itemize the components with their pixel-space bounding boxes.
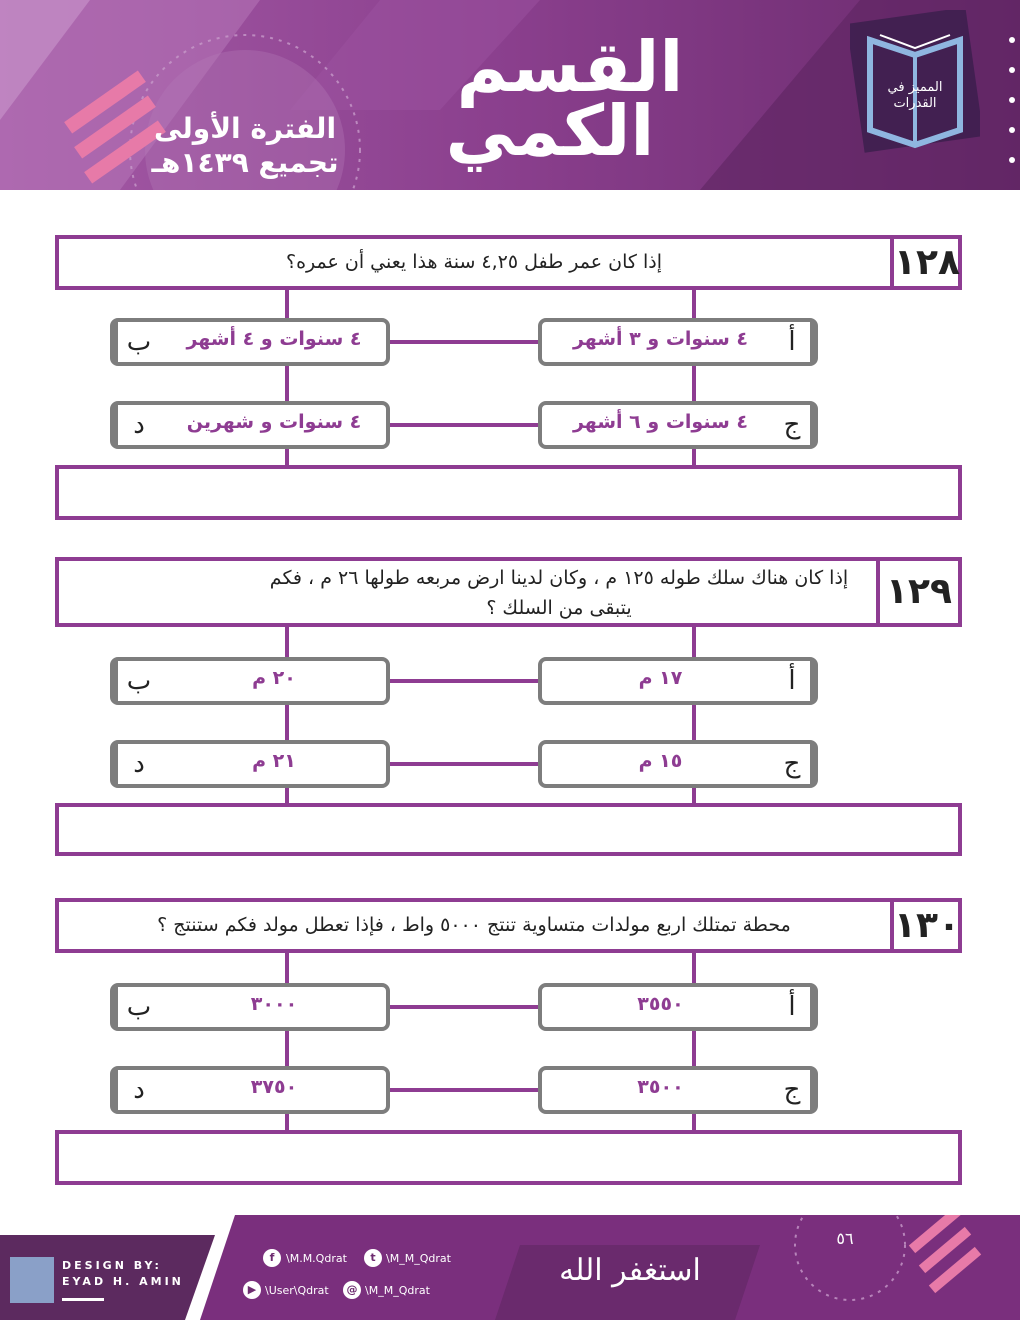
option-letter: د	[114, 405, 160, 445]
option-c[interactable]	[538, 401, 818, 449]
page-header	[0, 0, 1020, 190]
option-letter: ج	[774, 405, 814, 445]
question-number: ١٢٩	[876, 561, 958, 623]
connector	[388, 762, 540, 766]
question-text: إذا كان هناك سلك طوله ١٢٥ م ، وكان لدينا ارض مربعه طولها ٢٦ م ، فكم يتبقى من السلك ؟	[269, 567, 849, 619]
page-number: ٥٦	[836, 1229, 854, 1248]
option-letter: ج	[774, 744, 814, 784]
option-text: ٤ سنوات و ٤ أشهر	[186, 328, 362, 350]
option-text: ١٧ م	[638, 667, 683, 689]
option-text: ٤ سنوات و ٣ أشهر	[572, 328, 749, 350]
option-letter: أ	[774, 987, 814, 1027]
instagram-icon[interactable]: @	[343, 1281, 361, 1299]
youtube-handle[interactable]: \User\Qdrat	[265, 1284, 329, 1297]
option-letter: أ	[774, 322, 814, 362]
header-title-line1: القسم	[456, 26, 684, 108]
question-box	[55, 557, 962, 627]
option-d[interactable]	[110, 740, 390, 788]
question-number: ١٢٨	[890, 239, 958, 286]
logo	[850, 10, 980, 155]
edge-dots	[1008, 30, 1016, 180]
header-subtitle-line1: الفترة الأولى	[153, 112, 337, 145]
option-text: ٣٧٥٠	[250, 1076, 298, 1098]
page-footer	[0, 1215, 1020, 1320]
designer-name: EYAD H. AMIN	[62, 1275, 184, 1288]
instagram-handle[interactable]: \M_M_Qdrat	[365, 1284, 430, 1297]
option-b[interactable]	[110, 318, 390, 366]
divider	[62, 1298, 104, 1301]
option-text: ٢١ م	[252, 750, 296, 772]
header-subtitle-line2: تجميع ١٤٣٩هـ	[151, 146, 339, 179]
option-text: ٤ سنوات و شهرين	[186, 411, 362, 433]
option-text: ٢٠ م	[252, 667, 296, 689]
option-letter: ج	[774, 1070, 814, 1110]
logo-text: المميز في القدرات	[887, 80, 943, 111]
design-label: DESIGN BY:	[62, 1259, 162, 1272]
question-box	[55, 235, 962, 290]
answer-box	[55, 465, 962, 520]
connector	[388, 679, 540, 683]
connector	[388, 340, 540, 344]
option-letter: ب	[114, 661, 160, 701]
option-text: ٣٥٥٠	[637, 993, 684, 1015]
connector	[388, 423, 540, 427]
option-text: ٣٥٠٠	[637, 1076, 684, 1098]
option-c[interactable]	[538, 740, 818, 788]
option-letter: ب	[114, 322, 160, 362]
question-box	[55, 898, 962, 953]
option-d[interactable]	[110, 401, 390, 449]
option-text: ١٥ م	[638, 750, 683, 772]
question-text: محطة تمتلك اربع مولدات متساوية تنتج ٥٠٠٠ واط ، فإذا تعطل مولد فكم ستنتج ؟	[157, 914, 791, 936]
youtube-icon[interactable]: ▶	[243, 1281, 261, 1299]
facebook-icon[interactable]: f	[263, 1249, 281, 1267]
connector	[388, 1005, 540, 1009]
option-a[interactable]	[538, 318, 818, 366]
connector	[388, 1088, 540, 1092]
option-d[interactable]	[110, 1066, 390, 1114]
option-a[interactable]	[538, 657, 818, 705]
facebook-handle[interactable]: \M.M.Qdrat	[286, 1252, 347, 1265]
option-letter: د	[114, 744, 160, 784]
header-title-line2: الكمي	[445, 90, 655, 172]
option-c[interactable]	[538, 1066, 818, 1114]
calligraphy: استغفر الله	[559, 1253, 701, 1288]
option-a[interactable]	[538, 983, 818, 1031]
option-b[interactable]	[110, 983, 390, 1031]
question-text: إذا كان عمر طفل ٤,٢٥ سنة هذا يعني أن عمره؟	[286, 251, 662, 273]
question-number: ١٣٠	[890, 902, 958, 949]
twitter-icon[interactable]: t	[364, 1249, 382, 1267]
answer-box	[55, 803, 962, 856]
option-b[interactable]	[110, 657, 390, 705]
twitter-handle[interactable]: \M_M_Qdrat	[386, 1252, 451, 1265]
answer-box	[55, 1130, 962, 1185]
designer-signature-image	[10, 1257, 54, 1303]
option-text: ٣٠٠٠	[250, 993, 298, 1015]
option-letter: د	[114, 1070, 160, 1110]
option-text: ٤ سنوات و ٦ أشهر	[572, 411, 749, 433]
option-letter: ب	[114, 987, 160, 1027]
option-letter: أ	[774, 661, 814, 701]
